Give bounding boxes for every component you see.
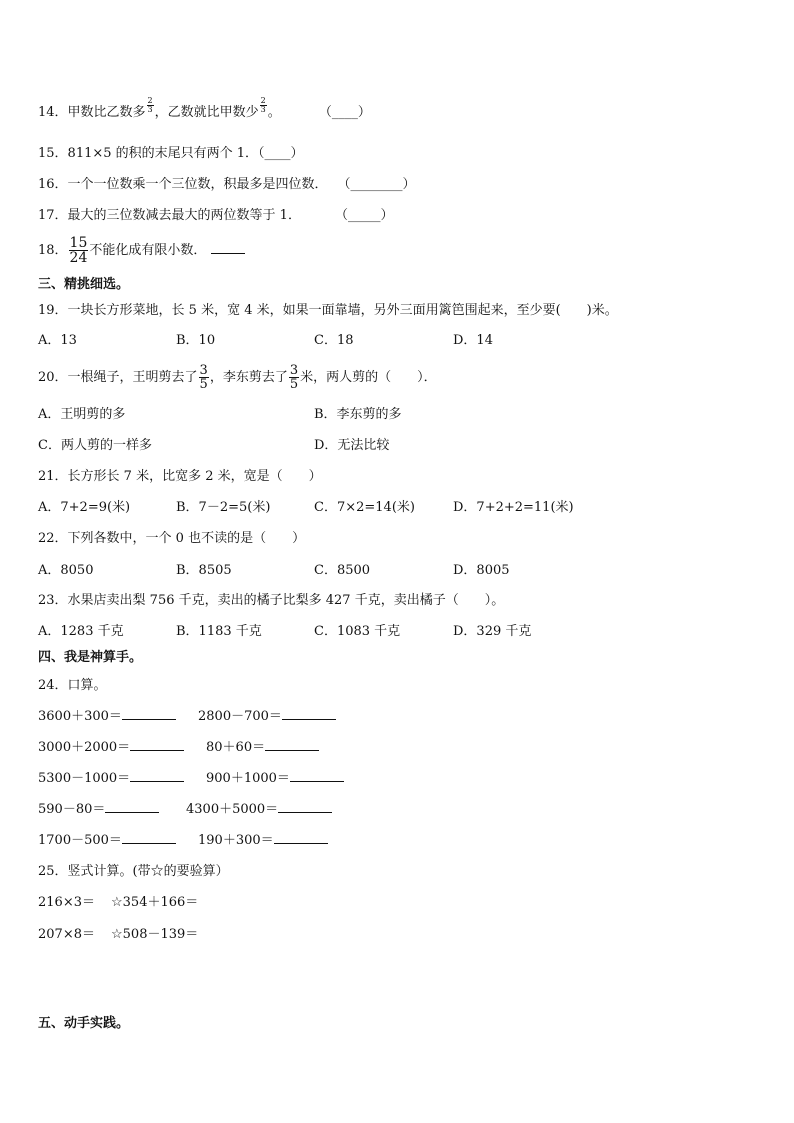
- answer-blank[interactable]: [130, 769, 184, 782]
- answer-blank[interactable]: [290, 769, 344, 782]
- option-d[interactable]: D．329 千克: [453, 624, 532, 639]
- calc-item: 1700－500＝: [38, 831, 176, 850]
- answer-blank[interactable]: （_____）: [334, 208, 394, 223]
- question-18: 18． $\frac{15}{24}$ 不能化成有限小数．: [38, 236, 245, 265]
- option-a[interactable]: A．1283 千克: [38, 624, 124, 639]
- question-25: 25．竖式计算。(带☆的要验算）: [38, 864, 229, 879]
- option-c[interactable]: C．两人剪的一样多: [38, 438, 152, 453]
- vertical-calc-item: 207×8＝: [38, 927, 95, 942]
- answer-blank[interactable]: [274, 831, 328, 844]
- option-d[interactable]: D．7+2+2=11(米): [453, 500, 574, 515]
- question-17: 17．最大的三位数减去最大的两位数等于 1． （_____）: [38, 208, 394, 223]
- question-24: 24．口算。: [38, 678, 107, 693]
- option-c[interactable]: C．7×2=14(米): [314, 500, 415, 515]
- option-b[interactable]: B．李东剪的多: [314, 407, 402, 422]
- option-b[interactable]: B．7－2=5(米): [176, 500, 271, 515]
- question-23: 23．水果店卖出梨 756 千克，卖出的橘子比梨多 427 千克，卖出橘子（ ）。: [38, 593, 505, 608]
- option-c[interactable]: C．18: [314, 333, 354, 348]
- calc-item: 900＋1000＝: [206, 769, 344, 788]
- option-d[interactable]: D．无法比较: [314, 438, 390, 453]
- fraction: $\frac{15}{24}$: [69, 235, 88, 266]
- option-a[interactable]: A．8050: [38, 563, 94, 578]
- section-3-title: 三、精挑细选。: [38, 277, 130, 292]
- option-a[interactable]: A．7+2=9(米): [38, 500, 131, 515]
- calc-item: 3600＋300＝: [38, 707, 176, 726]
- answer-blank[interactable]: [130, 738, 184, 751]
- option-b[interactable]: B．8505: [176, 563, 232, 578]
- calc-item: 5300－1000＝: [38, 769, 184, 788]
- vertical-calc-item: ☆508－139＝: [111, 927, 199, 942]
- answer-blank[interactable]: [122, 707, 176, 720]
- vertical-calc-item: ☆354＋166＝: [111, 895, 199, 910]
- fraction: $\frac{3}{5}$: [199, 363, 208, 392]
- calc-item: 3000＋2000＝: [38, 738, 184, 757]
- question-19: 19．一块长方形菜地，长 5 米，宽 4 米，如果一面靠墙，另外三面用篱笆围起来，至少要( )米。: [38, 303, 618, 318]
- question-14: 14．甲数比乙数多 $\frac{2}{3}$ ，乙数就比甲数少 $\frac{2}{3}$ 。 （____）: [38, 96, 371, 120]
- calc-item: 190＋300＝: [198, 831, 328, 850]
- answer-blank[interactable]: [278, 800, 332, 813]
- vertical-calc-item: 216×3＝: [38, 895, 95, 910]
- option-d[interactable]: D．8005: [453, 563, 510, 578]
- answer-blank[interactable]: [265, 738, 319, 751]
- option-a[interactable]: A．王明剪的多: [38, 407, 126, 422]
- option-c[interactable]: C．1083 千克: [314, 624, 401, 639]
- answer-blank[interactable]: [105, 800, 159, 813]
- fraction: $\frac{3}{5}$: [289, 363, 299, 392]
- option-c[interactable]: C．8500: [314, 563, 371, 578]
- calc-item: 2800－700＝: [198, 707, 336, 726]
- option-a[interactable]: A．13: [38, 333, 77, 348]
- option-b[interactable]: B．1183 千克: [176, 624, 262, 639]
- option-b[interactable]: B．10: [176, 333, 216, 348]
- question-22: 22．下列各数中，一个 0 也不读的是（ ）: [38, 531, 306, 546]
- question-15: 15．811×5 的积的末尾只有两个 1．（____）: [38, 146, 304, 161]
- calc-item: 80＋60＝: [206, 738, 319, 757]
- question-16: 16．一个一位数乘一个三位数，积最多是四位数． （________）: [38, 177, 416, 192]
- answer-blank[interactable]: [282, 707, 336, 720]
- fraction: $\frac{2}{3}$: [260, 96, 266, 114]
- fraction: $\frac{2}{3}$: [147, 96, 153, 114]
- question-21: 21．长方形长 7 米，比宽多 2 米，宽是（ ）: [38, 469, 322, 484]
- answer-blank[interactable]: （________）: [337, 177, 416, 192]
- answer-blank[interactable]: [122, 831, 176, 844]
- calc-item: 4300＋5000＝: [186, 800, 332, 819]
- option-d[interactable]: D．14: [453, 333, 493, 348]
- answer-blank[interactable]: （____）: [318, 105, 371, 120]
- section-5-title: 五、动手实践。: [38, 1016, 130, 1031]
- question-20: 20．一根绳子，王明剪去了 $\frac{3}{5}$ ，李东剪去了 $\frac{3}{5}$ 米，两人剪的（ ）．: [38, 363, 437, 392]
- answer-blank[interactable]: [211, 241, 245, 254]
- section-4-title: 四、我是神算手。: [38, 650, 143, 665]
- calc-item: 590－80＝: [38, 800, 159, 819]
